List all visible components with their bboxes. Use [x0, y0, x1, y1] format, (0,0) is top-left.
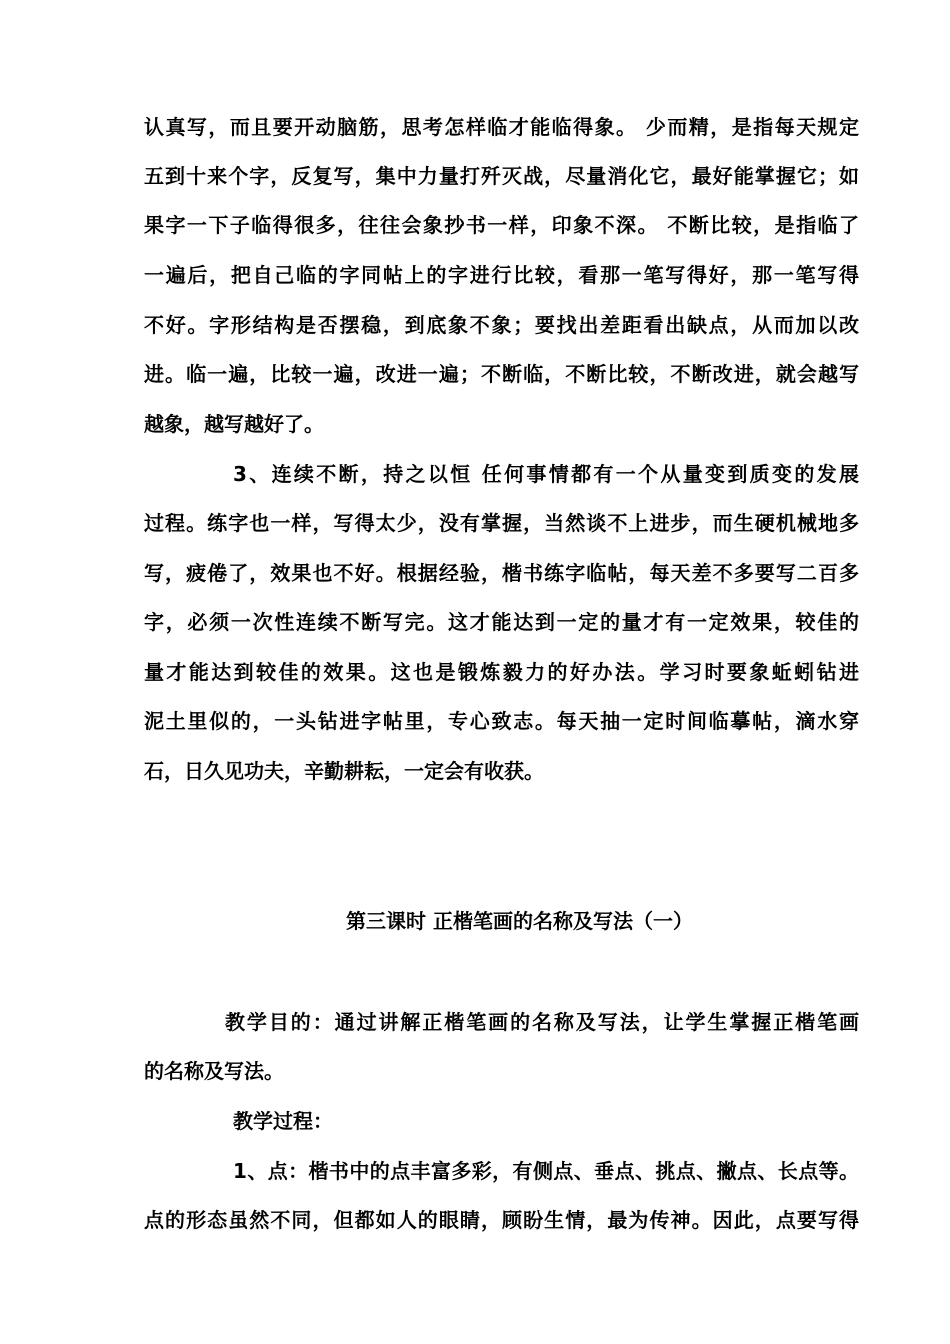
- paragraph-1-line-3: 果字一下子临得很多，往往会象抄书一样，印象不深。 不断比较，是指临了: [144, 213, 859, 237]
- process-heading: 教学过程：: [233, 1109, 333, 1133]
- lesson-title: 第三课时 正楷笔画的名称及写法（一）: [346, 909, 693, 933]
- objective-line-2: 的名称及写法。: [144, 1059, 284, 1083]
- paragraph-2-line-2: 过程。练字也一样，写得太少，没有掌握，当然谈不上进步，而生硬机械地多: [144, 511, 859, 535]
- paragraph-1-line-4: 一遍后，把自己临的字同帖上的字进行比较，看那一笔写得好，那一笔写得: [144, 263, 859, 287]
- point-paragraph-line-1: 1、点：楷书中的点丰富多彩，有侧点、垂点、挑点、撇点、长点等。: [233, 1159, 859, 1183]
- paragraph-2-line-3: 写，疲倦了，效果也不好。根据经验，楷书练字临帖，每天差不多要写二百多: [144, 561, 859, 585]
- point-paragraph-line-2: 点的形态虽然不同，但都如人的眼睛，顾盼生情，最为传神。因此，点要写得: [144, 1208, 859, 1232]
- paragraph-2-line-5: 量才能达到较佳的效果。这也是锻炼毅力的好办法。学习时要象蚯蚓钻进: [144, 660, 859, 684]
- paragraph-1-line-5: 不好。字形结构是否摆稳，到底象不象；要找出差距看出缺点，从而加以改: [144, 313, 859, 337]
- paragraph-1-line-1: 认真写，而且要开动脑筋，思考怎样临才能临得象。 少而精，是指每天规定: [144, 115, 859, 139]
- paragraph-1-line-7: 越象，越写越好了。: [144, 412, 324, 436]
- paragraph-2-line-6: 泥土里似的，一头钻进字帖里，专心致志。每天抽一定时间临摹帖，滴水穿: [144, 709, 859, 733]
- paragraph-2-line-1: 3、连续不断，持之以恒 任何事情都有一个从量变到质变的发展: [233, 462, 859, 486]
- paragraph-1-line-2: 五到十来个字，反复写，集中力量打歼灭战，尽量消化它，最好能掌握它；如: [144, 164, 859, 188]
- paragraph-2-line-7: 石，日久见功夫，辛勤耕耘，一定会有收获。: [144, 759, 544, 783]
- paragraph-1-line-6: 进。临一遍，比较一遍，改进一遍；不断临，不断比较，不断改进，就会越写: [144, 362, 859, 386]
- objective-line-1: 教学目的：通过讲解正楷笔画的名称及写法，让学生掌握正楷笔画: [225, 1010, 859, 1034]
- paragraph-2-line-4: 字，必须一次性连续不断写完。这才能达到一定的量才有一定效果，较佳的: [144, 610, 859, 634]
